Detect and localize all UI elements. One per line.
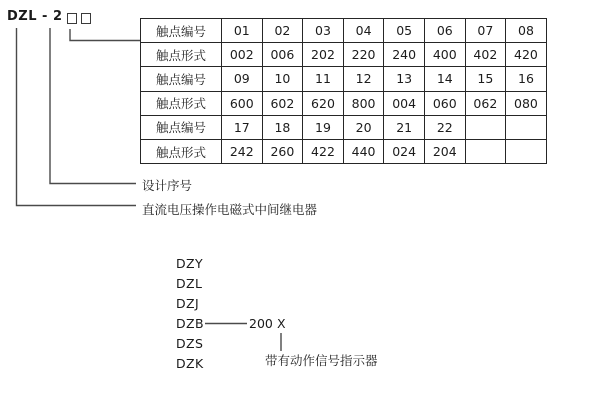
relay-description-label: 直流电压操作电磁式中间继电器 [142, 202, 318, 217]
dzb-suffix-variable: X [277, 316, 286, 331]
contact-spec-table [140, 18, 547, 164]
spec-cell: 19 [303, 115, 344, 139]
series-prefix-dzk: DZK [176, 356, 204, 371]
spec-cell: 15 [465, 67, 506, 91]
spec-cell: 220 [343, 43, 384, 67]
row-header: 触点编号 [141, 115, 222, 139]
spec-cell: 006 [262, 43, 303, 67]
spec-cell: 11 [303, 67, 344, 91]
row-header: 触点形式 [141, 91, 222, 115]
spec-cell: 21 [384, 115, 425, 139]
model-code-text: DZL - 2 [7, 9, 63, 24]
series-prefix-dzs: DZS [176, 336, 204, 351]
series-prefix-dzy: DZY [176, 256, 204, 271]
spec-cell: 422 [303, 139, 344, 163]
spec-cell: 22 [424, 115, 465, 139]
spec-cell: 240 [384, 43, 425, 67]
placeholder-box-icon [67, 13, 77, 24]
connector-relay-description-line [17, 28, 137, 206]
spec-cell: 600 [222, 91, 263, 115]
spec-cell: 02 [262, 19, 303, 43]
row-header: 触点形式 [141, 139, 222, 163]
spec-cell: 09 [222, 67, 263, 91]
connector-design-serial-line [50, 28, 136, 184]
table-row [141, 19, 547, 43]
spec-cell: 402 [465, 43, 506, 67]
spec-cell: 420 [506, 43, 547, 67]
empty-cell [506, 115, 547, 139]
indicator-label: 带有动作信号指示器 [265, 353, 378, 368]
empty-cell [506, 139, 547, 163]
dzb-suffix-value: 200 [249, 316, 273, 331]
spec-cell: 04 [343, 19, 384, 43]
row-header: 触点编号 [141, 67, 222, 91]
spec-cell: 062 [465, 91, 506, 115]
spec-cell: 620 [303, 91, 344, 115]
placeholder-box-icon [81, 13, 91, 24]
spec-cell: 07 [465, 19, 506, 43]
table-row [141, 91, 547, 115]
table-row [141, 43, 547, 67]
spec-cell: 08 [506, 19, 547, 43]
spec-cell: 20 [343, 115, 384, 139]
table-row [141, 115, 547, 139]
spec-cell: 14 [424, 67, 465, 91]
spec-cell: 18 [262, 115, 303, 139]
series-prefix-dzl: DZL [176, 276, 203, 291]
row-header: 触点形式 [141, 43, 222, 67]
spec-cell: 202 [303, 43, 344, 67]
table-row [141, 67, 547, 91]
spec-cell: 01 [222, 19, 263, 43]
spec-cell: 024 [384, 139, 425, 163]
empty-cell [465, 115, 506, 139]
spec-cell: 13 [384, 67, 425, 91]
spec-cell: 080 [506, 91, 547, 115]
row-header: 触点编号 [141, 19, 222, 43]
spec-cell: 800 [343, 91, 384, 115]
spec-cell: 002 [222, 43, 263, 67]
spec-cell: 05 [384, 19, 425, 43]
spec-cell: 400 [424, 43, 465, 67]
design-serial-label: 设计序号 [142, 178, 193, 193]
spec-cell: 10 [262, 67, 303, 91]
series-prefix-dzj: DZJ [176, 296, 200, 311]
series-prefix-list [176, 254, 204, 374]
spec-cell: 16 [506, 67, 547, 91]
spec-cell: 12 [343, 67, 384, 91]
spec-cell: 03 [303, 19, 344, 43]
table-row [141, 139, 547, 163]
spec-cell: 060 [424, 91, 465, 115]
spec-cell: 602 [262, 91, 303, 115]
spec-cell: 260 [262, 139, 303, 163]
spec-cell: 06 [424, 19, 465, 43]
empty-cell [465, 139, 506, 163]
model-code [7, 9, 91, 25]
connector-to-table-line [70, 29, 140, 41]
spec-cell: 004 [384, 91, 425, 115]
spec-cell: 17 [222, 115, 263, 139]
spec-cell: 440 [343, 139, 384, 163]
spec-cell: 242 [222, 139, 263, 163]
spec-cell: 204 [424, 139, 465, 163]
series-prefix-dzb: DZB [176, 316, 204, 331]
